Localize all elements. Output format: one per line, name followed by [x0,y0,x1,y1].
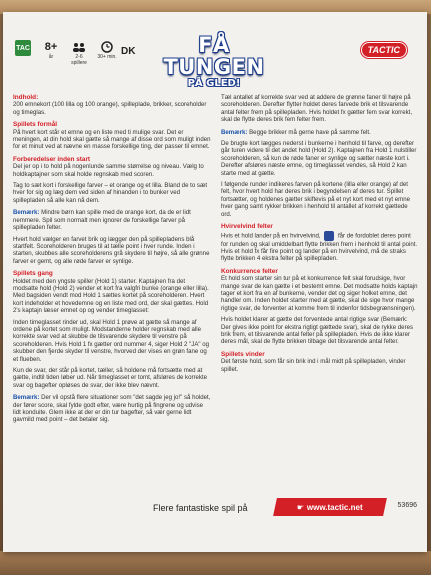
paragraph [13,394,211,424]
paragraph [13,129,211,151]
language-code: DK [121,46,136,57]
rules-section [221,268,419,346]
rules-section [221,94,419,124]
paragraph [221,358,419,373]
rules-section [221,351,419,373]
paragraph [221,316,419,346]
section-title: Spillets formål [13,121,58,129]
paragraph [221,140,419,177]
footer [13,498,419,528]
section-title: Indhold: [13,94,39,101]
rules-section [221,129,419,218]
paragraph [13,101,211,116]
left-column [13,94,211,494]
rules-section [13,94,211,116]
paragraph [221,181,419,218]
header [11,32,421,89]
game-title-logo: FÅ TUNGEN PÅ GLED! [163,33,265,89]
paragraph [221,129,419,136]
rules-section [221,223,419,263]
paragraph [221,275,419,312]
section-title: Spillets vinder [221,350,265,358]
paragraph-text: Mindre børn kan spille med de orange kort, da de er lidt nemmere. Spil som normalt men ignorer de forskellige farver på spillepladen felter. [13,209,191,232]
paragraph [13,319,211,363]
paragraph-text: Hvis holdet klarer at gætte det forventede antal rigtige svar (Bemærk: Der gives ikke point for ekstra rigtigt gættede svar), skal de rykke deres brik frem, et tilsvarende antal felter på spillepladen. Hvis de ikke klarer deres mål, skal de flytte brikken tilbage det tilsvarende antal felter. [221,316,414,346]
section-title: Spillets gang [13,270,53,278]
paragraph-text: Der vil opstå flere situationer som "det sagde jeg jo!" så holdet, der fører score, skal fylde godt efter, være hurtig på fingrene og udvise lidt konduite. Glem ikke at der er din tur bagefter, så vær gerne lidt gavmild med point – det betaler sig. [13,394,211,424]
age-icon: 8+ år [44,41,58,60]
paragraph-text: Holdet med den yngste spiller (Hold 1) starter. Kaptajnen fra det modsatte hold (Hold 2) vender et kort fra valgfri bunke (orange eller lilla). Med bagsiden vendt mod Hold 1 sættes kortet på scoreholderen. Hvert kort indeholder et hovedemne og en liste med ord, der skal gættes. Hold 2's kaptajn læser emnet op og vender timeglasset: [13,277,209,315]
paragraph-text: De brugte kort lægges nederst i bunkerne i henhold til farve, og derefter går turen videre til det andet hold (Hold 2). Kaptajnen fra Hold 1 nulstiller scoreholderen, så kun de røde faner er synlige og sætter næste kort i. Derefter afsløres næste emne, og timeglasset vendes, så Hold 2 kan starte med at gætte. [221,140,417,177]
paragraph [13,163,211,178]
paragraph [13,236,211,266]
whirlwind-icon [324,231,334,241]
paragraph-text: Begge brikker må gerne have på samme felt. [247,128,371,136]
section-title: Forberedelser inden start [13,155,91,163]
note-label: Bemærk: [13,394,40,402]
rules-columns [13,94,419,494]
rules-section [13,209,211,265]
product-code: 53696 [397,502,417,509]
note-label: Bemærk: [221,128,248,136]
paragraph-text: Hvert hold vælger en farvet brik og lægger den på spillepladens blå startfelt. Scoreholderen bruges til at tælle point i hver runde. Inden i starten, skubbes alle scoreholderens grå skydere til højre, så alle grønne farver er gemt, og alle røde farver er synlige. [13,235,210,265]
paragraph [13,278,211,315]
info-icons [11,40,119,66]
rules-section [13,394,211,424]
paragraph-text: Tæl antallet af korrekte svar ved at addere de grønne faner til højre på scoreholderen. Derefter flytter holdet deres farvede brik et tilsvarende antal felter frem på spillepladen. Hvis holdet fx gætter fem svar korrekt, skal de flytte deres brik fem felter frem. [221,94,413,124]
website-link[interactable] [273,498,387,516]
paragraph-text: Tag to sæt kort i forskellige farver – et orange og et lilla. Bland de to sæt hver for sig og læg dem ved siden af hinanden i to bunker ved spillepladen så alle kan nå dem. [13,182,208,204]
rules-sheet [3,12,427,552]
paragraph-text: I følgende runder indikeres farven på kortene (lilla eller orange) af det felt, hvor hvert hold har deres brik i begyndelsen af deres tur. Spillet fortsætter, og holdenes gætter skiftevis på et nyt kort med et nyt emne hver gang samt rykker brikken i henhold til antallet af korrekt gættede ord. [221,181,410,218]
box-edge-bottom [0,551,431,575]
paragraph [13,182,211,204]
green-logo-icon: TAC [11,40,35,56]
right-column [221,94,419,494]
time-icon: 30+ min. [95,40,119,60]
paragraph-text: På hvert kort står et emne og en liste med ti mulige svar. Det er meningen, at din hold skal gætte så mange af disse ord som muligt inden for et minut ved at nævne en masse forskellige ting, der passer til emnet. [13,128,211,151]
paragraph-text: 200 emnekort (100 lilla og 100 orange), spilleplade, brikker, scoreholder og timeglas. [13,101,207,116]
note-label: Bemærk: [13,209,40,217]
paragraph-text: Et hold som starter sin tur på et konkurrence felt skal forudsige, hvor mange svar de kan gætte i et bestemt emne. Det modsatte holds kaptajn tager et kort fra en af bunkerne, vender det og siger holket emne, det handler om. Inden holdet starter med at gætte, skal de sige hvor mange rigtige svar, de forventer at komme frem til indenfor tidsbegrænsningen). [221,275,418,312]
rules-section [13,121,211,151]
players-icon: 2-6 spillere [67,40,91,66]
paragraph [13,367,211,389]
pointing-hand-icon: ☛ [297,502,305,512]
rules-section [13,156,211,204]
paragraph-text: Inden timeglasset rinder ud, skal Hold 1 prøve at gætte så mange af ordene på kortet som muligt. Modstanderne holder regnskab med alle korrekte svar ved at skubbe de tilsvarende skydere til venstre på scoreholderen. Hvis Hold 1 fx gætter ord nummer 4, siger Hold 2 "JA" og skubber den fjerde skyder til venstre, hvorved der vises en grøn fane og et flueben. [13,318,210,363]
tactic-logo: TACTIC [361,42,407,58]
paragraph [221,94,419,124]
footer-text: Flere fantastiske spil på [153,503,248,513]
paragraph-text: Kun de svar, der står på kortet, tæller, så holdene må fortsætte med at gætte, indtil tiden løber ud. Når timeglasset er tomt, afsløres de korrekte svar og bagefter opløses de svar, der ikke blev nævnt. [13,367,208,389]
rules-section [13,270,211,389]
section-title: Hvirvelvind felter [221,223,273,231]
section-title: Konkurrence felter [221,267,278,275]
paragraph [13,209,211,231]
website-url: www.tactic.net [307,502,363,512]
paragraph-text: Del jer op i to hold på nogenlunde samme størrelse og niveau. Vælg to holdkaptajner som skal holde regnskab med scoren. [13,163,204,178]
paragraph: Hvis et hold lander på en hvirvelvind, får de fordoblet deres point for runden og skal umiddelbart flytte brikken frem i henhold til antal point. Hvis et hold fx får fire point og lander på en hvirvelvind, må de straks flytte brikken 4 ekstra felter på spillepladen. [221,232,418,263]
paragraph-text: Det første hold, som får sin brik ind i mål midt på spillepladen, vinder spillet. [221,358,406,373]
